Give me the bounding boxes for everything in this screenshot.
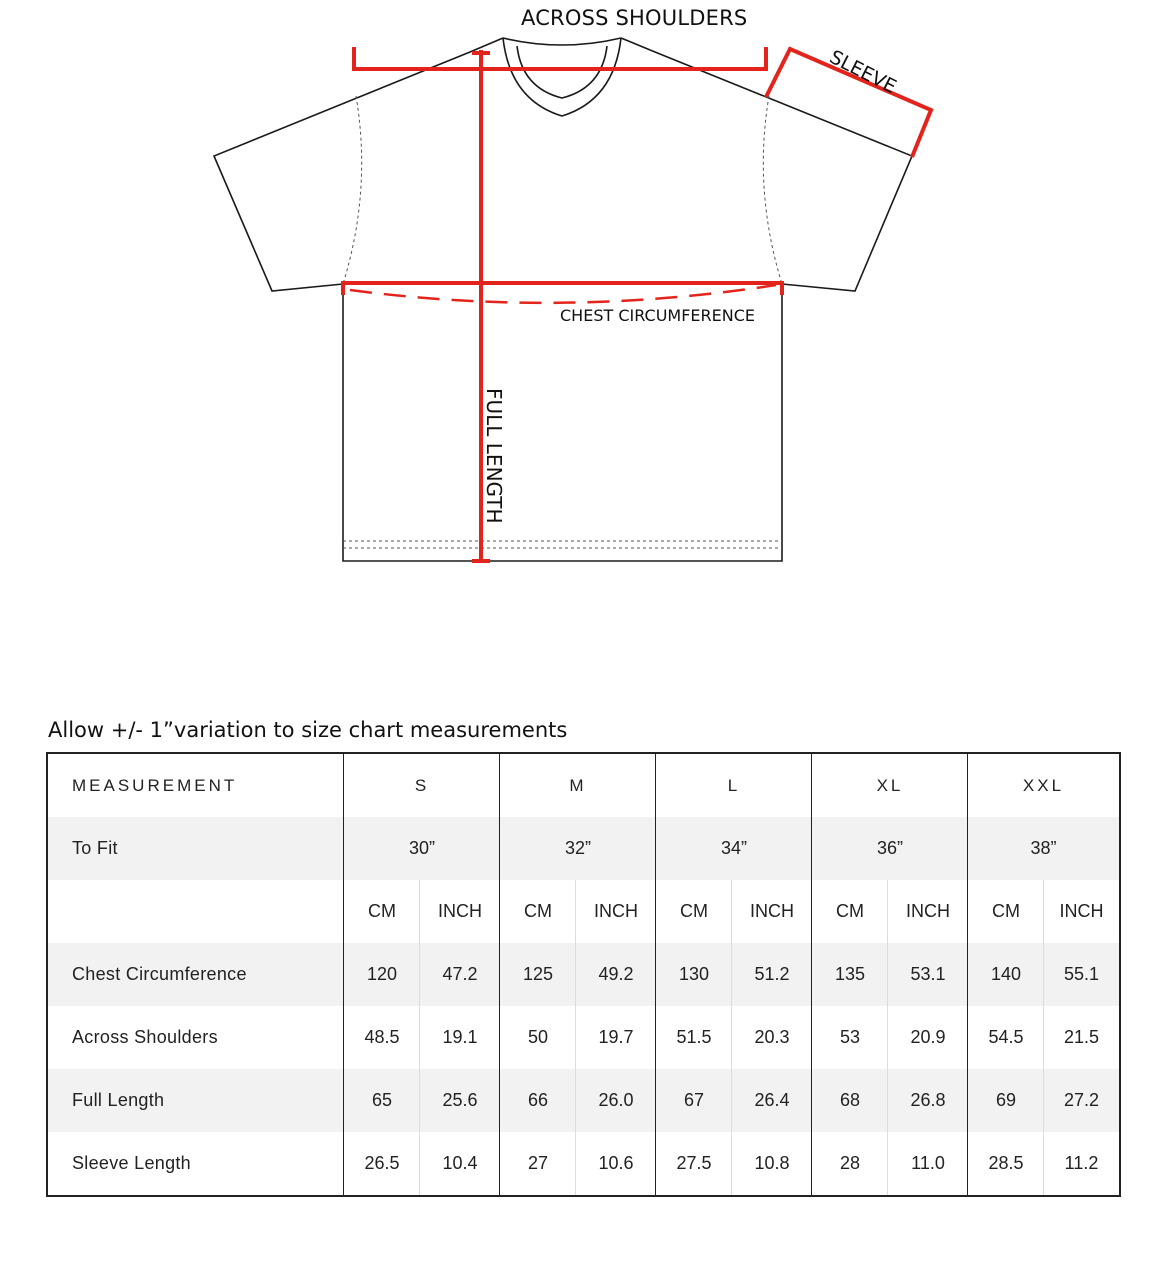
- column-divider: [499, 754, 500, 1195]
- tshirt-outline: [214, 38, 912, 561]
- value-cell: 20.3: [754, 1027, 790, 1047]
- value-cell: 26.5: [364, 1153, 400, 1173]
- to-fit-value: 30”: [408, 838, 435, 858]
- value-cell: 27.2: [1063, 1090, 1100, 1110]
- unit-divider: [887, 880, 888, 1195]
- size-chart-table: [46, 752, 1121, 1197]
- value-cell: 47.2: [442, 964, 478, 984]
- size-header: L: [727, 775, 741, 795]
- table-row: [48, 1006, 1119, 1069]
- unit-label-cm: CM: [992, 901, 1020, 921]
- size-header: M: [569, 775, 587, 795]
- value-cell: 54.5: [988, 1027, 1024, 1047]
- row-label: Sleeve Length: [72, 1153, 191, 1173]
- size-header: XL: [876, 775, 904, 795]
- value-cell: 65: [371, 1090, 393, 1110]
- table-row: [48, 943, 1119, 1006]
- unit-label-inch: INCH: [750, 901, 794, 921]
- unit-label-inch: INCH: [906, 901, 950, 921]
- value-cell: 125: [522, 964, 554, 984]
- value-cell: 10.6: [598, 1153, 634, 1173]
- size-header: S: [414, 775, 430, 795]
- column-divider: [655, 754, 656, 1195]
- value-cell: 11.0: [911, 1153, 945, 1173]
- value-cell: 10.8: [754, 1153, 790, 1173]
- to-fit-value: 38”: [1030, 838, 1057, 858]
- value-cell: 130: [678, 964, 710, 984]
- unit-divider: [575, 880, 576, 1195]
- unit-label-cm: CM: [368, 901, 396, 921]
- measurement-header: MEASUREMENT: [72, 775, 238, 795]
- chest-line: [343, 283, 782, 295]
- to-fit-label: To Fit: [72, 838, 118, 858]
- value-cell: 28.5: [988, 1153, 1024, 1173]
- table-row: [48, 1132, 1119, 1195]
- unit-label-cm: CM: [680, 901, 708, 921]
- unit-label-inch: INCH: [594, 901, 638, 921]
- row-label: Across Shoulders: [72, 1027, 218, 1047]
- column-divider: [967, 754, 968, 1195]
- value-cell: 25.6: [442, 1090, 478, 1110]
- value-cell: 27.5: [676, 1153, 712, 1173]
- value-cell: 19.1: [442, 1027, 478, 1047]
- across-shoulders-label: ACROSS SHOULDERS: [521, 6, 748, 30]
- to-fit-value: 34”: [720, 838, 747, 858]
- value-cell: 51.2: [754, 964, 790, 984]
- value-cell: 21.5: [1063, 1027, 1100, 1047]
- row-label: Chest Circumference: [72, 964, 247, 984]
- value-cell: 26.0: [598, 1090, 634, 1110]
- value-cell: 49.2: [598, 964, 634, 984]
- unit-divider: [731, 880, 732, 1195]
- full-length-label: FULL LENGTH: [482, 388, 506, 524]
- value-cell: 50: [527, 1027, 549, 1047]
- chest-dashed-curve: [350, 285, 776, 303]
- column-divider: [343, 754, 344, 1195]
- column-divider: [811, 754, 812, 1195]
- measurement-lines: [343, 47, 931, 561]
- unit-divider: [1043, 880, 1044, 1195]
- value-cell: 53: [839, 1027, 861, 1047]
- across-shoulders-line: [354, 47, 766, 69]
- value-cell: 27: [527, 1153, 549, 1173]
- value-cell: 55.1: [1063, 964, 1100, 984]
- value-cell: 19.7: [598, 1027, 634, 1047]
- value-cell: 10.4: [442, 1153, 478, 1173]
- to-fit-value: 32”: [564, 838, 591, 858]
- value-cell: 51.5: [676, 1027, 712, 1047]
- value-cell: 11.2: [1064, 1153, 1099, 1173]
- value-cell: 20.9: [910, 1027, 946, 1047]
- unit-divider: [419, 880, 420, 1195]
- sleeve-label: SLEEVE: [826, 46, 900, 99]
- value-cell: 66: [527, 1090, 549, 1110]
- value-cell: 69: [995, 1090, 1017, 1110]
- to-fit-value: 36”: [876, 838, 903, 858]
- value-cell: 67: [683, 1090, 705, 1110]
- row-label: Full Length: [72, 1090, 165, 1110]
- value-cell: 53.1: [910, 964, 946, 984]
- value-cell: 48.5: [364, 1027, 400, 1047]
- value-cell: 26.8: [910, 1090, 946, 1110]
- value-cell: 68: [839, 1090, 861, 1110]
- value-cell: 120: [366, 964, 398, 984]
- unit-label-inch: INCH: [1059, 901, 1104, 921]
- variation-note: Allow +/- 1”variation to size chart measurements: [48, 718, 568, 742]
- table-row: [48, 1069, 1119, 1132]
- units-row: [48, 880, 1119, 943]
- unit-label-cm: CM: [524, 901, 552, 921]
- unit-label-inch: INCH: [438, 901, 482, 921]
- unit-label-cm: CM: [836, 901, 864, 921]
- chest-circumference-label: CHEST CIRCUMFERENCE: [560, 306, 756, 325]
- size-header: XXL: [1022, 775, 1065, 795]
- value-cell: 135: [834, 964, 866, 984]
- value-cell: 140: [990, 964, 1022, 984]
- to-fit-row: [48, 817, 1119, 880]
- table-header-row: [48, 754, 1119, 817]
- value-cell: 26.4: [754, 1090, 790, 1110]
- value-cell: 28: [839, 1153, 861, 1173]
- tshirt-measurement-diagram: [0, 0, 1159, 640]
